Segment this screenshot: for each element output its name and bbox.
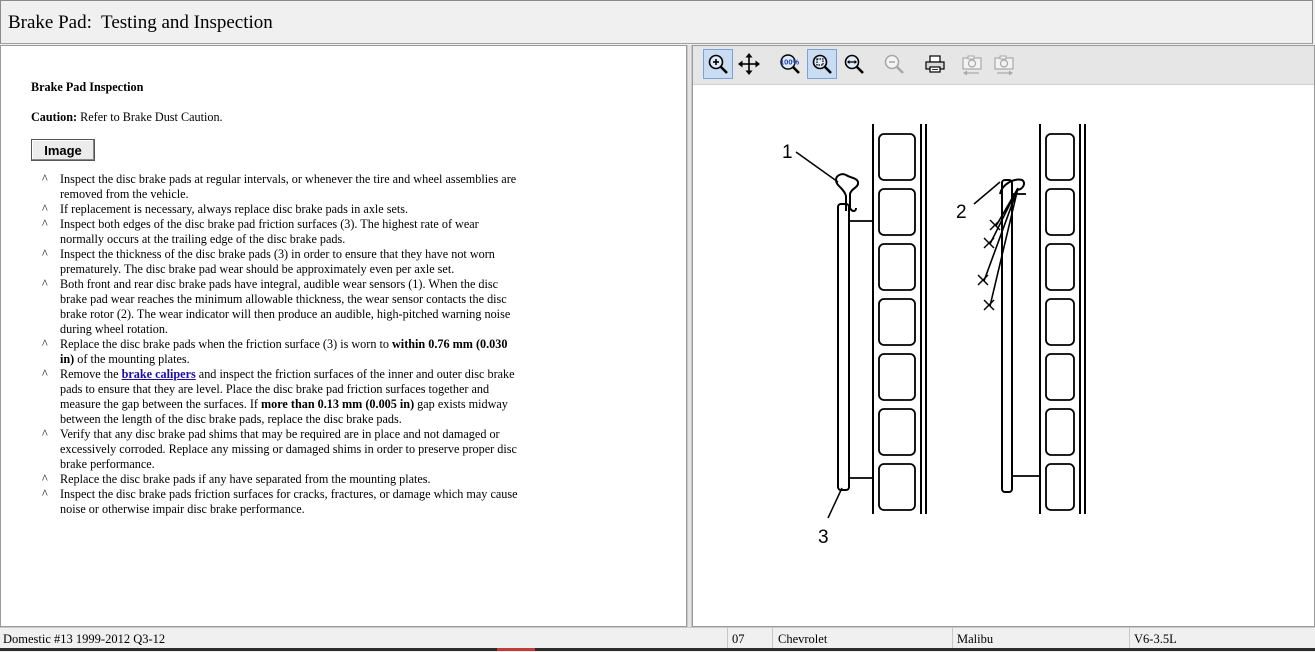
disc-brake-rotor-left (873, 124, 926, 514)
rotor-vent-cell (1046, 134, 1074, 180)
step-text: Verify that any disc brake pad shims that may be required are in place and not damaged or excessively corroded. Replace any missing or damaged shims in order to preserve proper disc brake performance. (60, 427, 517, 471)
wear-limit-value: within 0.76 mm (0.030 in) (60, 337, 508, 366)
rotor-vent-cell (1046, 409, 1074, 455)
bullet-caret: ^ (42, 337, 48, 351)
step-text-middle: and inspect the friction surfaces of the inner and outer disc brake pads to ensure that they are level. Place the disc brake pad friction surfaces together and measure the gap between the surfaces. If (60, 367, 515, 411)
section-heading: Brake Pad Inspection (31, 80, 144, 94)
list-item (31, 247, 521, 277)
status-year: 07 (729, 628, 773, 650)
callout-1-label: 1 (782, 142, 793, 163)
pan-button[interactable] (734, 49, 764, 79)
zoom-fit-icon (810, 52, 834, 76)
zoom-fit-button[interactable] (807, 49, 837, 79)
rotor-vent-cell (879, 189, 915, 235)
callout-2-label: 2 (956, 202, 967, 223)
step-text: Both front and rear disc brake pads have integral, audible wear sensors (1). When the disc brake pad wear reaches the minimum allowable thickness, the wear sensor contacts the disc brake rotor (2). The wear indicator will then produce an audible, high-pitched warning noise during wheel rotation. (60, 277, 511, 336)
list-item (31, 472, 521, 487)
brake-pad-wear-sensor-diagram (778, 116, 1108, 556)
magnifier-minus-icon (882, 52, 906, 76)
step-text: Inspect the thickness of the disc brake pads (3) in order to ensure that they have not worn prematurely. The disc brake pad wear should be approximately even per axle set. (60, 247, 495, 276)
bullet-caret: ^ (42, 247, 48, 261)
rotor-vent-cell (879, 299, 915, 345)
step-text: If replacement is necessary, always replace disc brake pads in axle sets. (60, 202, 409, 216)
bullet-caret: ^ (42, 172, 48, 186)
document-pane[interactable] (0, 45, 687, 627)
rotor-vent-cell (879, 354, 915, 400)
inspection-steps-list (31, 172, 521, 517)
zoom-100-label: 100% (780, 57, 800, 67)
list-item (31, 172, 521, 202)
bullet-caret: ^ (42, 277, 48, 291)
step-text-start: Replace the disc brake pads when the friction surface (3) is worn to (60, 337, 392, 351)
list-item (31, 217, 521, 247)
list-item (31, 277, 521, 337)
rotor-vent-cell (879, 244, 915, 290)
next-image-button[interactable] (989, 49, 1019, 79)
status-model: Malibu (954, 628, 1130, 650)
step-text: Replace the disc brake pads if any have separated from the mounting plates. (60, 472, 431, 486)
step-text: Inspect the disc brake pads at regular intervals, or whenever the tire and wheel assemblies are removed from the vehicle. (60, 172, 517, 201)
image-toolbar (693, 46, 1314, 85)
rotor-vent-cell (1046, 464, 1074, 510)
rotor-vent-cell (879, 464, 915, 510)
step-text-start: Remove the (60, 367, 122, 381)
brake-calipers-link[interactable]: brake calipers (121, 367, 196, 381)
status-database: Domestic #13 1999-2012 Q3-12 (0, 628, 728, 650)
zoom-width-icon (842, 52, 866, 76)
worn-pad-sensor-contact (974, 180, 1040, 492)
magnifier-plus-icon (706, 52, 730, 76)
previous-image-button[interactable] (957, 49, 987, 79)
four-arrows-icon (737, 52, 761, 76)
callout-3-label: 3 (818, 527, 829, 548)
step-text: Inspect both edges of the disc brake pad friction surfaces (3). The highest rate of wear normally occurs at the trailing edge of the disc brake pads. (60, 217, 479, 246)
image-button[interactable]: Image (31, 139, 95, 161)
list-item (31, 367, 521, 427)
caution-label: Caution: (31, 110, 78, 124)
bullet-caret: ^ (42, 217, 48, 231)
bullet-caret: ^ (42, 202, 48, 216)
list-item (31, 337, 521, 367)
step-text: Inspect the disc brake pads friction surfaces for cracks, fractures, or damage which may cause noise or otherwise impair disc brake performance. (60, 487, 518, 516)
printer-icon (923, 52, 947, 76)
image-viewer-pane[interactable] (692, 45, 1315, 627)
print-button[interactable] (920, 49, 950, 79)
zoom-in-button[interactable] (703, 49, 733, 79)
gap-limit-value: more than 0.13 mm (0.005 in) (261, 397, 415, 411)
step-text-end: of the mounting plates. (74, 352, 190, 366)
bullet-caret: ^ (42, 427, 48, 441)
window-title: Brake Pad: Testing and Inspection (8, 12, 273, 33)
list-item (31, 427, 521, 472)
bullet-caret: ^ (42, 472, 48, 486)
zoom-100-icon (777, 52, 801, 76)
rotor-vent-cell (1046, 189, 1074, 235)
disc-brake-pad-with-sensor (796, 152, 873, 518)
zoom-out-button[interactable] (879, 49, 909, 79)
rotor-vent-cell (1046, 354, 1074, 400)
caution-text: Refer to Brake Dust Caution. (77, 110, 223, 124)
rotor-vent-cell (879, 134, 915, 180)
document-content (31, 80, 521, 517)
zoom-width-button[interactable] (839, 49, 869, 79)
bullet-caret: ^ (42, 487, 48, 501)
zoom-actual-size-button[interactable] (774, 49, 804, 79)
status-make: Chevrolet (775, 628, 953, 650)
status-engine: V6-3.5L (1134, 632, 1177, 646)
rotor-vent-cell (1046, 299, 1074, 345)
caution-note (31, 110, 521, 125)
list-item (31, 202, 521, 217)
step-text-end: gap exists midway between the length of the disc brake pads, replace the disc brake pads. (60, 397, 508, 426)
window-title-bar (0, 0, 1313, 44)
rotor-vent-cell (879, 409, 915, 455)
bullet-caret: ^ (42, 367, 48, 381)
camera-back-icon (960, 52, 984, 76)
disc-brake-rotor-right (1040, 124, 1085, 514)
list-item (31, 487, 521, 517)
camera-forward-icon (992, 52, 1016, 76)
rotor-vent-cell (1046, 244, 1074, 290)
